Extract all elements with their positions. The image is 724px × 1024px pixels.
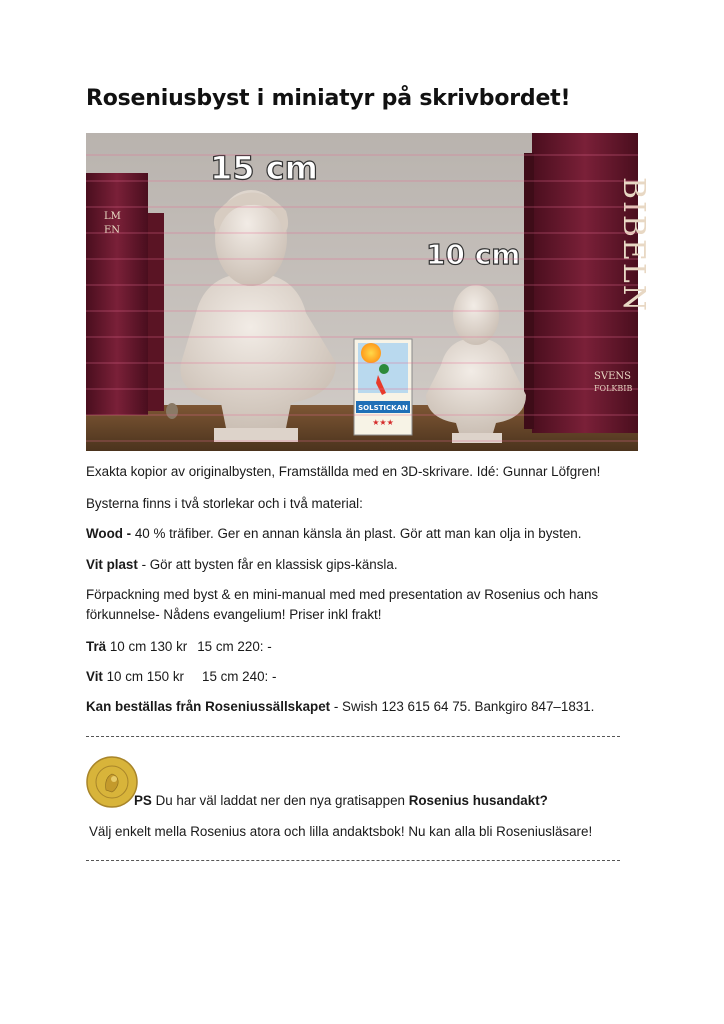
price-wood-15: 15 cm 220: -	[197, 639, 272, 654]
price-wood-10: 10 cm 130 kr	[106, 639, 188, 654]
bible-spine-sub2: FOLKBIB	[594, 384, 633, 393]
wood-text: 40 % träfiber. Ger en annan känsla än plast. Gör att man kan olja in bysten.	[131, 526, 582, 541]
divider-bottom	[86, 860, 620, 861]
ps-text: Du har väl laddat ner den nya gratisappen	[151, 793, 409, 808]
left-book-text-2: EN	[104, 225, 121, 236]
price-wood	[86, 637, 272, 657]
matchbox-stars: ★★★	[372, 418, 394, 427]
order-paragraph	[86, 697, 594, 717]
rosenius-society-logo	[86, 756, 138, 808]
ps-label: PS	[134, 793, 152, 808]
bible-spine-title: BIBELN	[616, 177, 651, 314]
price-white-label: Vit	[86, 669, 103, 684]
price-white-10: 10 cm 150 kr	[102, 669, 184, 684]
page-title: Roseniusbyst i miniatyr på skrivbordet!	[86, 86, 571, 111]
ps-app-name: Rosenius husandakt?	[408, 793, 548, 808]
matchbox-label: SOLSTICKAN	[358, 404, 408, 412]
plastic-label: Vit plast	[86, 557, 138, 572]
ps-paragraph	[134, 791, 548, 811]
materials-paragraph: Bysterna finns i två storlekar och i två material:	[86, 496, 363, 511]
price-wood-label: Trä	[86, 639, 107, 654]
divider-top	[86, 736, 620, 737]
price-white-15: 15 cm 240: -	[202, 669, 277, 684]
left-book-text-1: LM	[104, 211, 121, 222]
intro-paragraph: Exakta kopior av originalbysten, Framställda med en 3D-skrivare. Idé: Gunnar Löfgren!	[86, 464, 601, 479]
label-15cm: 15 cm	[210, 149, 318, 187]
packaging-paragraph: Förpackning med byst & en mini-manual med med presentation av Rosenius och hans förkunnelse- Nådens evangelium! Priser inkl frakt!	[86, 587, 599, 622]
bust-photo	[86, 133, 651, 451]
bible-spine-sub1: SVENS	[594, 371, 631, 382]
price-white	[86, 667, 276, 687]
wood-label: Wood -	[86, 526, 132, 541]
order-label: Kan beställas från Roseniussällskapet	[86, 699, 331, 714]
matchbox	[354, 339, 412, 435]
ps-line-2: Välj enkelt mella Rosenius atora och lilla andaktsbok! Nu kan alla bli Roseniusläsare!	[89, 824, 593, 839]
wood-paragraph	[86, 524, 581, 544]
label-10cm: 10 cm	[426, 238, 521, 271]
order-text: - Swish 123 615 64 75. Bankgiro 847–1831.	[330, 699, 595, 714]
plastic-paragraph	[86, 555, 398, 575]
plastic-text: - Gör att bysten får en klassisk gips-känsla.	[137, 557, 398, 572]
